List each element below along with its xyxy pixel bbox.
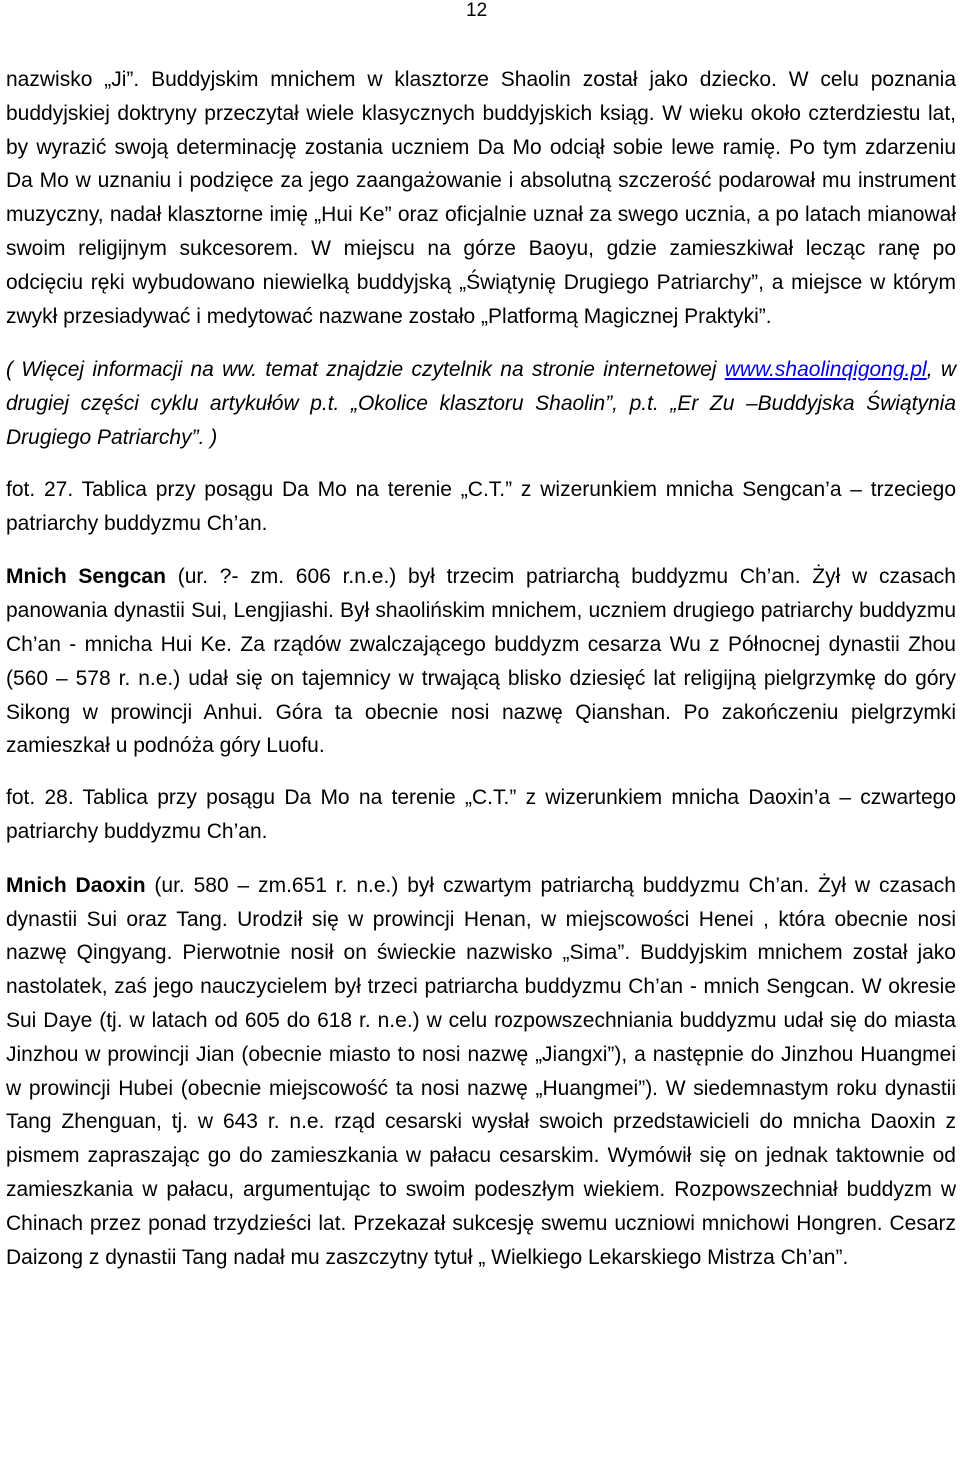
spacer: [6, 455, 956, 473]
more-info-text-continued: , w drugiej części cyklu artykułów p.t. „Okolice klasztoru Shaolin”, p.t. „Er Zu –Buddyjska Świątynia Drugiego Patriarchy”. ): [6, 358, 956, 449]
spacer: [6, 849, 956, 869]
caption-photo-27: fot. 27. Tablica przy posągu Da Mo na terenie „C.T.” z wizerunkiem mnicha Sengcan’a – trzeciego patriarchy buddyzmu Ch’an.: [6, 477, 956, 535]
paragraph-more-info: [6, 353, 956, 454]
spacer: [6, 333, 956, 353]
document-body: [6, 63, 956, 1274]
paragraph-sengcan: [6, 560, 956, 763]
spacer: [6, 763, 956, 781]
website-link[interactable]: www.shaolinqigong.pl: [724, 358, 927, 382]
caption-photo-28: fot. 28. Tablica przy posągu Da Mo na terenie „C.T.” z wizerunkiem mnicha Daoxin’a – czwartego patriarchy buddyzmu Ch’an.: [6, 786, 956, 843]
paragraph-daoxin: [6, 869, 956, 1275]
page-number: 12: [466, 0, 488, 21]
more-info-text: ( Więcej informacji na ww. temat znajdzie czytelnik na stronie internetowej: [6, 358, 725, 382]
paragraph-hui-ke: nazwisko „Ji”. Buddyjskim mnichem w klasztorze Shaolin został jako dziecko. W celu poznania buddyjskiej doktryny przeczytał wiele klasycznych buddyjskich ksiąg. W wieku około czterdziestu lat, by wyrazić swoją determinację zostania uczniem Da Mo odciął sobie lewe ramię. Po tym zdarzeniu Da Mo w uznaniu i podzięce za jego zaangażowanie i absolutną szczerość podarował mu instrument muzyczny, nadał klasztorne imię „Hui Ke” oraz oficjalnie uznał za swego ucznia, a po latach mianował swoim religijnym sukcesorem. W miejscu na górze Baoyu, gdzie zamieszkiwał lecząc ranę po odcięciu ręki wybudowano niewielką buddyjską „Świątynię Drugiego Patriarchy”, a miejsce w którym zwykł przesiadywać i medytować nazwane zostało „Platformą Magicznej Praktyki”.: [6, 68, 956, 328]
sengcan-text: (ur. ?- zm. 606 r.n.e.) był trzecim patriarchą buddyzmu Ch’an. Żył w czasach panowania dynastii Sui, Lengjiashi. Był shaolińskim mnichem, uczniem drugiego patriarchy buddyzmu Ch’an - mnicha Hui Ke. Za rządów zwalczającego buddyzm cesarza Wu z Północnej dynastii Zhou (560 – 578 r. n.e.) udał się on tajemnicy w trwającą blisko dziesięć lat religijną pielgrzymkę do góry Sikong w prowincji Anhui. Góra ta obecnie nosi nazwę Qianshan. Po zakończeniu pielgrzymki zamieszkał u podnóża góry Luofu.: [6, 565, 956, 758]
daoxin-text: (ur. 580 – zm.651 r. n.e.) był czwartym patriarchą buddyzmu Ch’an. Żył w czasach dynastii Sui oraz Tang. Urodził się w prowincji Henan, w miejscowości Henei , która obecnie nosi nazwę Qingyang. Pierwotnie nosił on świeckie nazwisko „Sima”. Buddyjskim mnichem został jako nastolatek, zaś jego nauczycielem był trzeci patriarcha buddyzmu Ch’an - mnich Sengcan. W okresie Sui Daye (tj. w latach od 605 do 618 r. n.e.) w celu rozpowszechniania buddyzmu udał się do miasta Jinzhou w prowincji Jian (obecnie miasto to nosi nazwę „Jiangxi”), a następnie do Jinzhou Huangmei w prowincji Hubei (obecnie miejscowość ta nosi nazwę „Huangmei”). W siedemnastym roku dynastii Tang Zhenguan, tj. w 643 r. n.e. rząd cesarski wysłał swoich przedstawicieli do mnicha Daoxin z pismem zapraszając go do zamieszkania w pałacu cesarskim. Wymówił się on jednak taktownie od zamieszkania w pałacu, argumentując to swoim podeszłym wiekiem. Rozpowszechniał buddyzm w Chinach przez ponad trzydzieści lat. Przekazał sukcesję swemu uczniowi mnichowi Hongren. Cesarz Daizong z dynastii Tang nadał mu zaszczytny tytuł „ Wielkiego Lekarskiego Mistrza Ch’an”.: [6, 873, 956, 1269]
heading-sengcan: Mnich Sengcan: [6, 565, 166, 589]
spacer: [6, 540, 956, 560]
heading-daoxin: Mnich Daoxin: [6, 873, 146, 897]
